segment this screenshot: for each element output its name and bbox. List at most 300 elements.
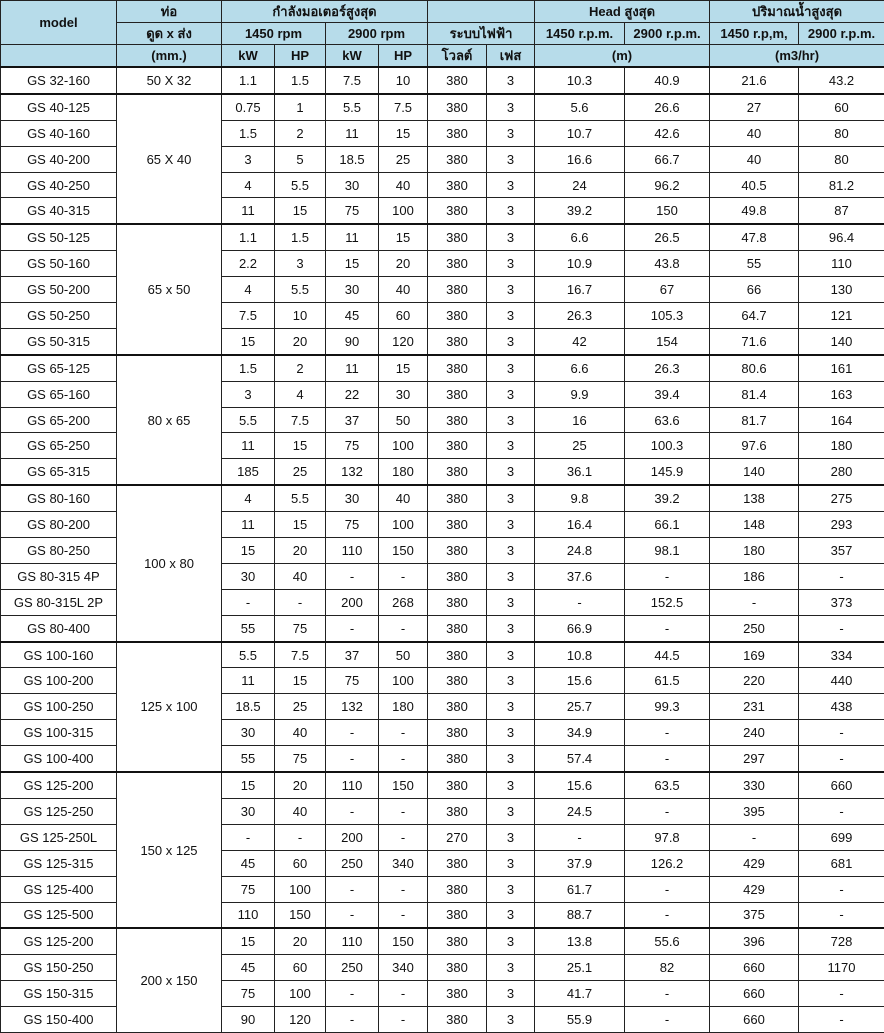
kw-1450-cell: 1.1 — [222, 67, 275, 94]
model-cell: GS 80-315L 2P — [1, 589, 117, 615]
head-2900-cell: 66.1 — [625, 512, 710, 538]
kw-1450-header: kW — [222, 45, 275, 68]
phase-cell: 3 — [487, 172, 535, 198]
volt-cell: 380 — [428, 668, 487, 694]
head-1450-cell: 36.1 — [535, 459, 625, 485]
phase-cell: 3 — [487, 538, 535, 564]
kw-1450-cell: 15 — [222, 328, 275, 354]
volt-cell: 380 — [428, 485, 487, 511]
hp-1450-cell: 4 — [275, 381, 326, 407]
phase-cell: 3 — [487, 146, 535, 172]
flow-2900-cell: 275 — [799, 485, 884, 511]
flow-1450-cell: 47.8 — [710, 224, 799, 250]
flow-2900-cell: - — [799, 720, 884, 746]
hp-2900-cell: 15 — [379, 120, 428, 146]
electrical-header-top — [428, 1, 535, 23]
phase-cell: 3 — [487, 694, 535, 720]
head-2900-cell: 126.2 — [625, 850, 710, 876]
pipe-unit-header: (mm.) — [117, 45, 222, 68]
hp-2900-cell: 100 — [379, 198, 428, 224]
model-cell: GS 150-400 — [1, 1007, 117, 1033]
flow-1450-cell: 80.6 — [710, 355, 799, 381]
head-2900-cell: 82 — [625, 955, 710, 981]
kw-2900-cell: 37 — [326, 407, 379, 433]
hp-1450-cell: 20 — [275, 928, 326, 954]
kw-1450-cell: 15 — [222, 928, 275, 954]
volt-cell: 380 — [428, 615, 487, 641]
volt-cell: 380 — [428, 198, 487, 224]
kw-2900-cell: 45 — [326, 303, 379, 329]
hp-1450-cell: - — [275, 824, 326, 850]
model-cell: GS 40-160 — [1, 120, 117, 146]
phase-cell: 3 — [487, 798, 535, 824]
head-1450-cell: 16.6 — [535, 146, 625, 172]
head-1450-cell: 16 — [535, 407, 625, 433]
phase-cell: 3 — [487, 772, 535, 798]
kw-2900-cell: - — [326, 902, 379, 928]
flow-1450-cell: 660 — [710, 955, 799, 981]
model-cell: GS 40-125 — [1, 94, 117, 120]
head-2900-cell: 43.8 — [625, 251, 710, 277]
head-2900-cell: 63.5 — [625, 772, 710, 798]
flow-2900-cell: - — [799, 1007, 884, 1033]
hp-1450-cell: 25 — [275, 459, 326, 485]
hp-1450-cell: 20 — [275, 772, 326, 798]
hp-1450-header: HP — [275, 45, 326, 68]
head-2900-cell: 26.5 — [625, 224, 710, 250]
flow-1450-cell: 40 — [710, 120, 799, 146]
hp-2900-cell: - — [379, 1007, 428, 1033]
model-cell: GS 125-400 — [1, 876, 117, 902]
head-2900-cell: 61.5 — [625, 668, 710, 694]
head-2900-cell: 39.2 — [625, 485, 710, 511]
table-row — [1, 67, 884, 94]
head-2900-cell: 44.5 — [625, 642, 710, 668]
hp-2900-cell: - — [379, 876, 428, 902]
model-cell: GS 65-125 — [1, 355, 117, 381]
hp-2900-cell: - — [379, 902, 428, 928]
flow-2900-cell: 161 — [799, 355, 884, 381]
head-1450-cell: 55.9 — [535, 1007, 625, 1033]
hp-1450-cell: 75 — [275, 746, 326, 772]
flow-2900-cell: 130 — [799, 277, 884, 303]
flow-1450-cell: 27 — [710, 94, 799, 120]
kw-2900-cell: 5.5 — [326, 94, 379, 120]
phase-cell: 3 — [487, 955, 535, 981]
phase-cell: 3 — [487, 512, 535, 538]
kw-2900-cell: 30 — [326, 172, 379, 198]
head-2900-cell: - — [625, 720, 710, 746]
pipe-size-cell: 50 X 32 — [117, 67, 222, 94]
head-2900-cell: 105.3 — [625, 303, 710, 329]
flow-1450-cell: 660 — [710, 981, 799, 1007]
flow-2900-cell: 140 — [799, 328, 884, 354]
head-2900-cell: 26.6 — [625, 94, 710, 120]
head-2900-cell: - — [625, 798, 710, 824]
kw-2900-cell: 110 — [326, 538, 379, 564]
head-2900-cell: 145.9 — [625, 459, 710, 485]
head-2900-cell: 99.3 — [625, 694, 710, 720]
kw-2900-cell: 15 — [326, 251, 379, 277]
flow-1450-cell: 429 — [710, 850, 799, 876]
phase-cell: 3 — [487, 355, 535, 381]
flow-2900-cell: - — [799, 798, 884, 824]
hp-2900-cell: 150 — [379, 772, 428, 798]
kw-2900-cell: 22 — [326, 381, 379, 407]
head-1450-cell: 37.9 — [535, 850, 625, 876]
volt-cell: 380 — [428, 720, 487, 746]
model-cell: GS 40-200 — [1, 146, 117, 172]
table-row — [1, 928, 884, 954]
hp-1450-cell: 100 — [275, 981, 326, 1007]
kw-1450-cell: 0.75 — [222, 94, 275, 120]
head-1450-cell: 39.2 — [535, 198, 625, 224]
kw-1450-cell: 3 — [222, 146, 275, 172]
flow-2900-cell: - — [799, 876, 884, 902]
model-cell: GS 80-160 — [1, 485, 117, 511]
model-cell: GS 80-250 — [1, 538, 117, 564]
kw-1450-cell: 90 — [222, 1007, 275, 1033]
phase-cell: 3 — [487, 381, 535, 407]
head-2900-cell: 55.6 — [625, 928, 710, 954]
flow-2900-cell: 80 — [799, 120, 884, 146]
table-row — [1, 224, 884, 250]
kw-1450-cell: 4 — [222, 485, 275, 511]
kw-2900-cell: 11 — [326, 355, 379, 381]
model-cell: GS 65-315 — [1, 459, 117, 485]
head-1450-cell: 25.7 — [535, 694, 625, 720]
kw-1450-cell: 1.5 — [222, 120, 275, 146]
head-1450-cell: - — [535, 824, 625, 850]
hp-2900-cell: 30 — [379, 381, 428, 407]
volt-cell: 380 — [428, 381, 487, 407]
volt-cell: 380 — [428, 512, 487, 538]
phase-cell: 3 — [487, 589, 535, 615]
hp-1450-cell: 5.5 — [275, 172, 326, 198]
hp-1450-cell: 20 — [275, 538, 326, 564]
kw-1450-cell: - — [222, 589, 275, 615]
flow-1450-cell: 220 — [710, 668, 799, 694]
volt-cell: 380 — [428, 433, 487, 459]
kw-2900-cell: - — [326, 563, 379, 589]
hp-1450-cell: - — [275, 589, 326, 615]
kw-1450-cell: 185 — [222, 459, 275, 485]
flow-2900-cell: 438 — [799, 694, 884, 720]
kw-2900-cell: 30 — [326, 277, 379, 303]
phase-cell: 3 — [487, 277, 535, 303]
head-1450-cell: 9.8 — [535, 485, 625, 511]
kw-2900-cell: 200 — [326, 824, 379, 850]
flow-2900-header: 2900 r.p.m. — [799, 23, 884, 45]
table-header — [1, 1, 884, 68]
volt-cell: 380 — [428, 694, 487, 720]
head-1450-cell: 10.9 — [535, 251, 625, 277]
hp-1450-cell: 1.5 — [275, 224, 326, 250]
flow-1450-cell: 169 — [710, 642, 799, 668]
head-2900-cell: 42.6 — [625, 120, 710, 146]
model-cell: GS 100-400 — [1, 746, 117, 772]
hp-1450-cell: 5.5 — [275, 277, 326, 303]
head-2900-cell: 66.7 — [625, 146, 710, 172]
head-2900-cell: 40.9 — [625, 67, 710, 94]
model-cell: GS 80-315 4P — [1, 563, 117, 589]
model-cell: GS 150-250 — [1, 955, 117, 981]
flow-1450-cell: 66 — [710, 277, 799, 303]
model-cell: GS 50-160 — [1, 251, 117, 277]
kw-1450-cell: 30 — [222, 720, 275, 746]
model-cell: GS 40-315 — [1, 198, 117, 224]
head-2900-cell: 150 — [625, 198, 710, 224]
kw-2900-cell: 110 — [326, 772, 379, 798]
volt-cell: 380 — [428, 407, 487, 433]
flow-2900-cell: - — [799, 981, 884, 1007]
hp-2900-cell: 40 — [379, 485, 428, 511]
kw-2900-cell: - — [326, 876, 379, 902]
flow-1450-cell: 297 — [710, 746, 799, 772]
volt-cell: 380 — [428, 67, 487, 94]
table-body — [1, 67, 884, 1032]
kw-2900-cell: - — [326, 720, 379, 746]
kw-2900-cell: - — [326, 1007, 379, 1033]
phase-cell: 3 — [487, 902, 535, 928]
phase-cell: 3 — [487, 67, 535, 94]
model-cell: GS 80-400 — [1, 615, 117, 641]
kw-1450-cell: 5.5 — [222, 642, 275, 668]
volt-cell: 270 — [428, 824, 487, 850]
flow-1450-cell: 250 — [710, 615, 799, 641]
hp-1450-cell: 5.5 — [275, 485, 326, 511]
pipe-size-cell: 150 x 125 — [117, 772, 222, 928]
hp-1450-cell: 40 — [275, 798, 326, 824]
pipe-header: ท่อ — [117, 1, 222, 23]
volt-cell: 380 — [428, 328, 487, 354]
hp-2900-cell: 7.5 — [379, 94, 428, 120]
head-1450-cell: 25 — [535, 433, 625, 459]
kw-1450-cell: 11 — [222, 433, 275, 459]
head-1450-cell: 26.3 — [535, 303, 625, 329]
model-cell: GS 100-250 — [1, 694, 117, 720]
table-row — [1, 642, 884, 668]
phase-cell: 3 — [487, 303, 535, 329]
head-1450-cell: 13.8 — [535, 928, 625, 954]
hp-1450-cell: 7.5 — [275, 407, 326, 433]
hp-2900-cell: - — [379, 720, 428, 746]
kw-2900-cell: 200 — [326, 589, 379, 615]
head-2900-cell: - — [625, 1007, 710, 1033]
head-1450-cell: 61.7 — [535, 876, 625, 902]
phase-cell: 3 — [487, 407, 535, 433]
head-2900-cell: 154 — [625, 328, 710, 354]
head-2900-cell: - — [625, 615, 710, 641]
head-2900-cell: 26.3 — [625, 355, 710, 381]
volt-cell: 380 — [428, 772, 487, 798]
kw-2900-cell: 250 — [326, 955, 379, 981]
volt-cell: 380 — [428, 928, 487, 954]
head-unit-header: (m) — [535, 45, 710, 68]
volt-cell: 380 — [428, 876, 487, 902]
kw-1450-cell: 5.5 — [222, 407, 275, 433]
hp-1450-cell: 40 — [275, 720, 326, 746]
volt-cell: 380 — [428, 589, 487, 615]
kw-2900-cell: 75 — [326, 512, 379, 538]
head-1450-cell: 24 — [535, 172, 625, 198]
hp-1450-cell: 10 — [275, 303, 326, 329]
kw-2900-cell: 18.5 — [326, 146, 379, 172]
flow-1450-cell: 140 — [710, 459, 799, 485]
pipe-size-cell: 65 X 40 — [117, 94, 222, 224]
phase-cell: 3 — [487, 615, 535, 641]
hp-2900-cell: 50 — [379, 407, 428, 433]
kw-2900-cell: 37 — [326, 642, 379, 668]
flow-2900-cell: 81.2 — [799, 172, 884, 198]
kw-2900-cell: 250 — [326, 850, 379, 876]
flow-1450-cell: 429 — [710, 876, 799, 902]
hp-2900-cell: 100 — [379, 433, 428, 459]
phase-cell: 3 — [487, 94, 535, 120]
hp-1450-cell: 20 — [275, 328, 326, 354]
hp-1450-cell: 120 — [275, 1007, 326, 1033]
flow-max-header: ปริมาณน้ำสูงสุด — [710, 1, 884, 23]
flow-2900-cell: 357 — [799, 538, 884, 564]
volt-cell: 380 — [428, 277, 487, 303]
electrical-header: ระบบไฟฟ้า — [428, 23, 535, 45]
model-header: model — [1, 1, 117, 45]
flow-1450-cell: 138 — [710, 485, 799, 511]
head-2900-cell: 63.6 — [625, 407, 710, 433]
phase-cell: 3 — [487, 251, 535, 277]
hp-1450-cell: 150 — [275, 902, 326, 928]
kw-2900-cell: 90 — [326, 328, 379, 354]
pipe-size-cell: 65 x 50 — [117, 224, 222, 354]
model-cell: GS 125-250 — [1, 798, 117, 824]
flow-1450-cell: 660 — [710, 1007, 799, 1033]
phase-cell: 3 — [487, 824, 535, 850]
model-cell: GS 65-160 — [1, 381, 117, 407]
head-1450-cell: 88.7 — [535, 902, 625, 928]
head-1450-cell: 41.7 — [535, 981, 625, 1007]
hp-1450-cell: 15 — [275, 512, 326, 538]
head-2900-cell: 98.1 — [625, 538, 710, 564]
flow-2900-cell: 43.2 — [799, 67, 884, 94]
head-2900-cell: 67 — [625, 277, 710, 303]
hp-1450-cell: 2 — [275, 355, 326, 381]
volt-cell: 380 — [428, 798, 487, 824]
phase-cell: 3 — [487, 981, 535, 1007]
hp-1450-cell: 60 — [275, 850, 326, 876]
flow-1450-cell: 64.7 — [710, 303, 799, 329]
phase-cell: 3 — [487, 876, 535, 902]
flow-1450-cell: 21.6 — [710, 67, 799, 94]
suction-discharge-header: ดูด x ส่ง — [117, 23, 222, 45]
table-row — [1, 485, 884, 511]
flow-2900-cell: 728 — [799, 928, 884, 954]
pipe-size-cell: 125 x 100 — [117, 642, 222, 772]
volt-cell: 380 — [428, 902, 487, 928]
phase-cell: 3 — [487, 563, 535, 589]
volt-cell: 380 — [428, 642, 487, 668]
flow-1450-cell: 330 — [710, 772, 799, 798]
model-cell: GS 50-125 — [1, 224, 117, 250]
rpm-1450-header: 1450 rpm — [222, 23, 326, 45]
hp-2900-cell: 40 — [379, 277, 428, 303]
head-1450-cell: 24.8 — [535, 538, 625, 564]
head-2900-cell: - — [625, 746, 710, 772]
flow-1450-cell: 375 — [710, 902, 799, 928]
phase-header: เฟส — [487, 45, 535, 68]
volt-cell: 380 — [428, 303, 487, 329]
head-1450-cell: 16.7 — [535, 277, 625, 303]
model-cell: GS 125-250L — [1, 824, 117, 850]
kw-1450-cell: 45 — [222, 850, 275, 876]
kw-1450-cell: 11 — [222, 198, 275, 224]
model-cell: GS 125-315 — [1, 850, 117, 876]
flow-2900-cell: 280 — [799, 459, 884, 485]
kw-2900-cell: 75 — [326, 668, 379, 694]
hp-1450-cell: 1 — [275, 94, 326, 120]
volt-cell: 380 — [428, 224, 487, 250]
flow-2900-cell: 121 — [799, 303, 884, 329]
head-1450-cell: 37.6 — [535, 563, 625, 589]
phase-cell: 3 — [487, 485, 535, 511]
flow-2900-cell: 110 — [799, 251, 884, 277]
hp-1450-cell: 1.5 — [275, 67, 326, 94]
flow-2900-cell: 180 — [799, 433, 884, 459]
hp-1450-cell: 60 — [275, 955, 326, 981]
hp-1450-cell: 15 — [275, 198, 326, 224]
flow-2900-cell: 1170 — [799, 955, 884, 981]
phase-cell: 3 — [487, 720, 535, 746]
kw-2900-cell: 7.5 — [326, 67, 379, 94]
head-1450-cell: 34.9 — [535, 720, 625, 746]
volt-cell: 380 — [428, 981, 487, 1007]
hp-1450-cell: 7.5 — [275, 642, 326, 668]
hp-2900-cell: 15 — [379, 224, 428, 250]
hp-1450-cell: 75 — [275, 615, 326, 641]
flow-1450-cell: 240 — [710, 720, 799, 746]
model-cell: GS 50-200 — [1, 277, 117, 303]
model-cell: GS 100-315 — [1, 720, 117, 746]
volt-cell: 380 — [428, 1007, 487, 1033]
rpm-2900-header: 2900 rpm — [326, 23, 428, 45]
flow-1450-header: 1450 r.p,m, — [710, 23, 799, 45]
flow-2900-cell: 164 — [799, 407, 884, 433]
kw-1450-cell: 75 — [222, 981, 275, 1007]
head-1450-header: 1450 r.p.m. — [535, 23, 625, 45]
flow-2900-cell: 334 — [799, 642, 884, 668]
flow-1450-cell: 231 — [710, 694, 799, 720]
hp-2900-cell: 340 — [379, 850, 428, 876]
hp-1450-cell: 40 — [275, 563, 326, 589]
head-1450-cell: 66.9 — [535, 615, 625, 641]
flow-2900-cell: - — [799, 615, 884, 641]
phase-cell: 3 — [487, 1007, 535, 1033]
hp-2900-cell: 150 — [379, 538, 428, 564]
kw-1450-cell: 110 — [222, 902, 275, 928]
phase-cell: 3 — [487, 928, 535, 954]
phase-cell: 3 — [487, 328, 535, 354]
kw-1450-cell: 3 — [222, 381, 275, 407]
volt-cell: 380 — [428, 850, 487, 876]
flow-2900-cell: 660 — [799, 772, 884, 798]
kw-1450-cell: 18.5 — [222, 694, 275, 720]
head-2900-cell: - — [625, 876, 710, 902]
head-1450-cell: 6.6 — [535, 355, 625, 381]
kw-2900-cell: 30 — [326, 485, 379, 511]
flow-1450-cell: 40.5 — [710, 172, 799, 198]
hp-2900-cell: 50 — [379, 642, 428, 668]
flow-1450-cell: - — [710, 824, 799, 850]
volt-header: โวลต์ — [428, 45, 487, 68]
